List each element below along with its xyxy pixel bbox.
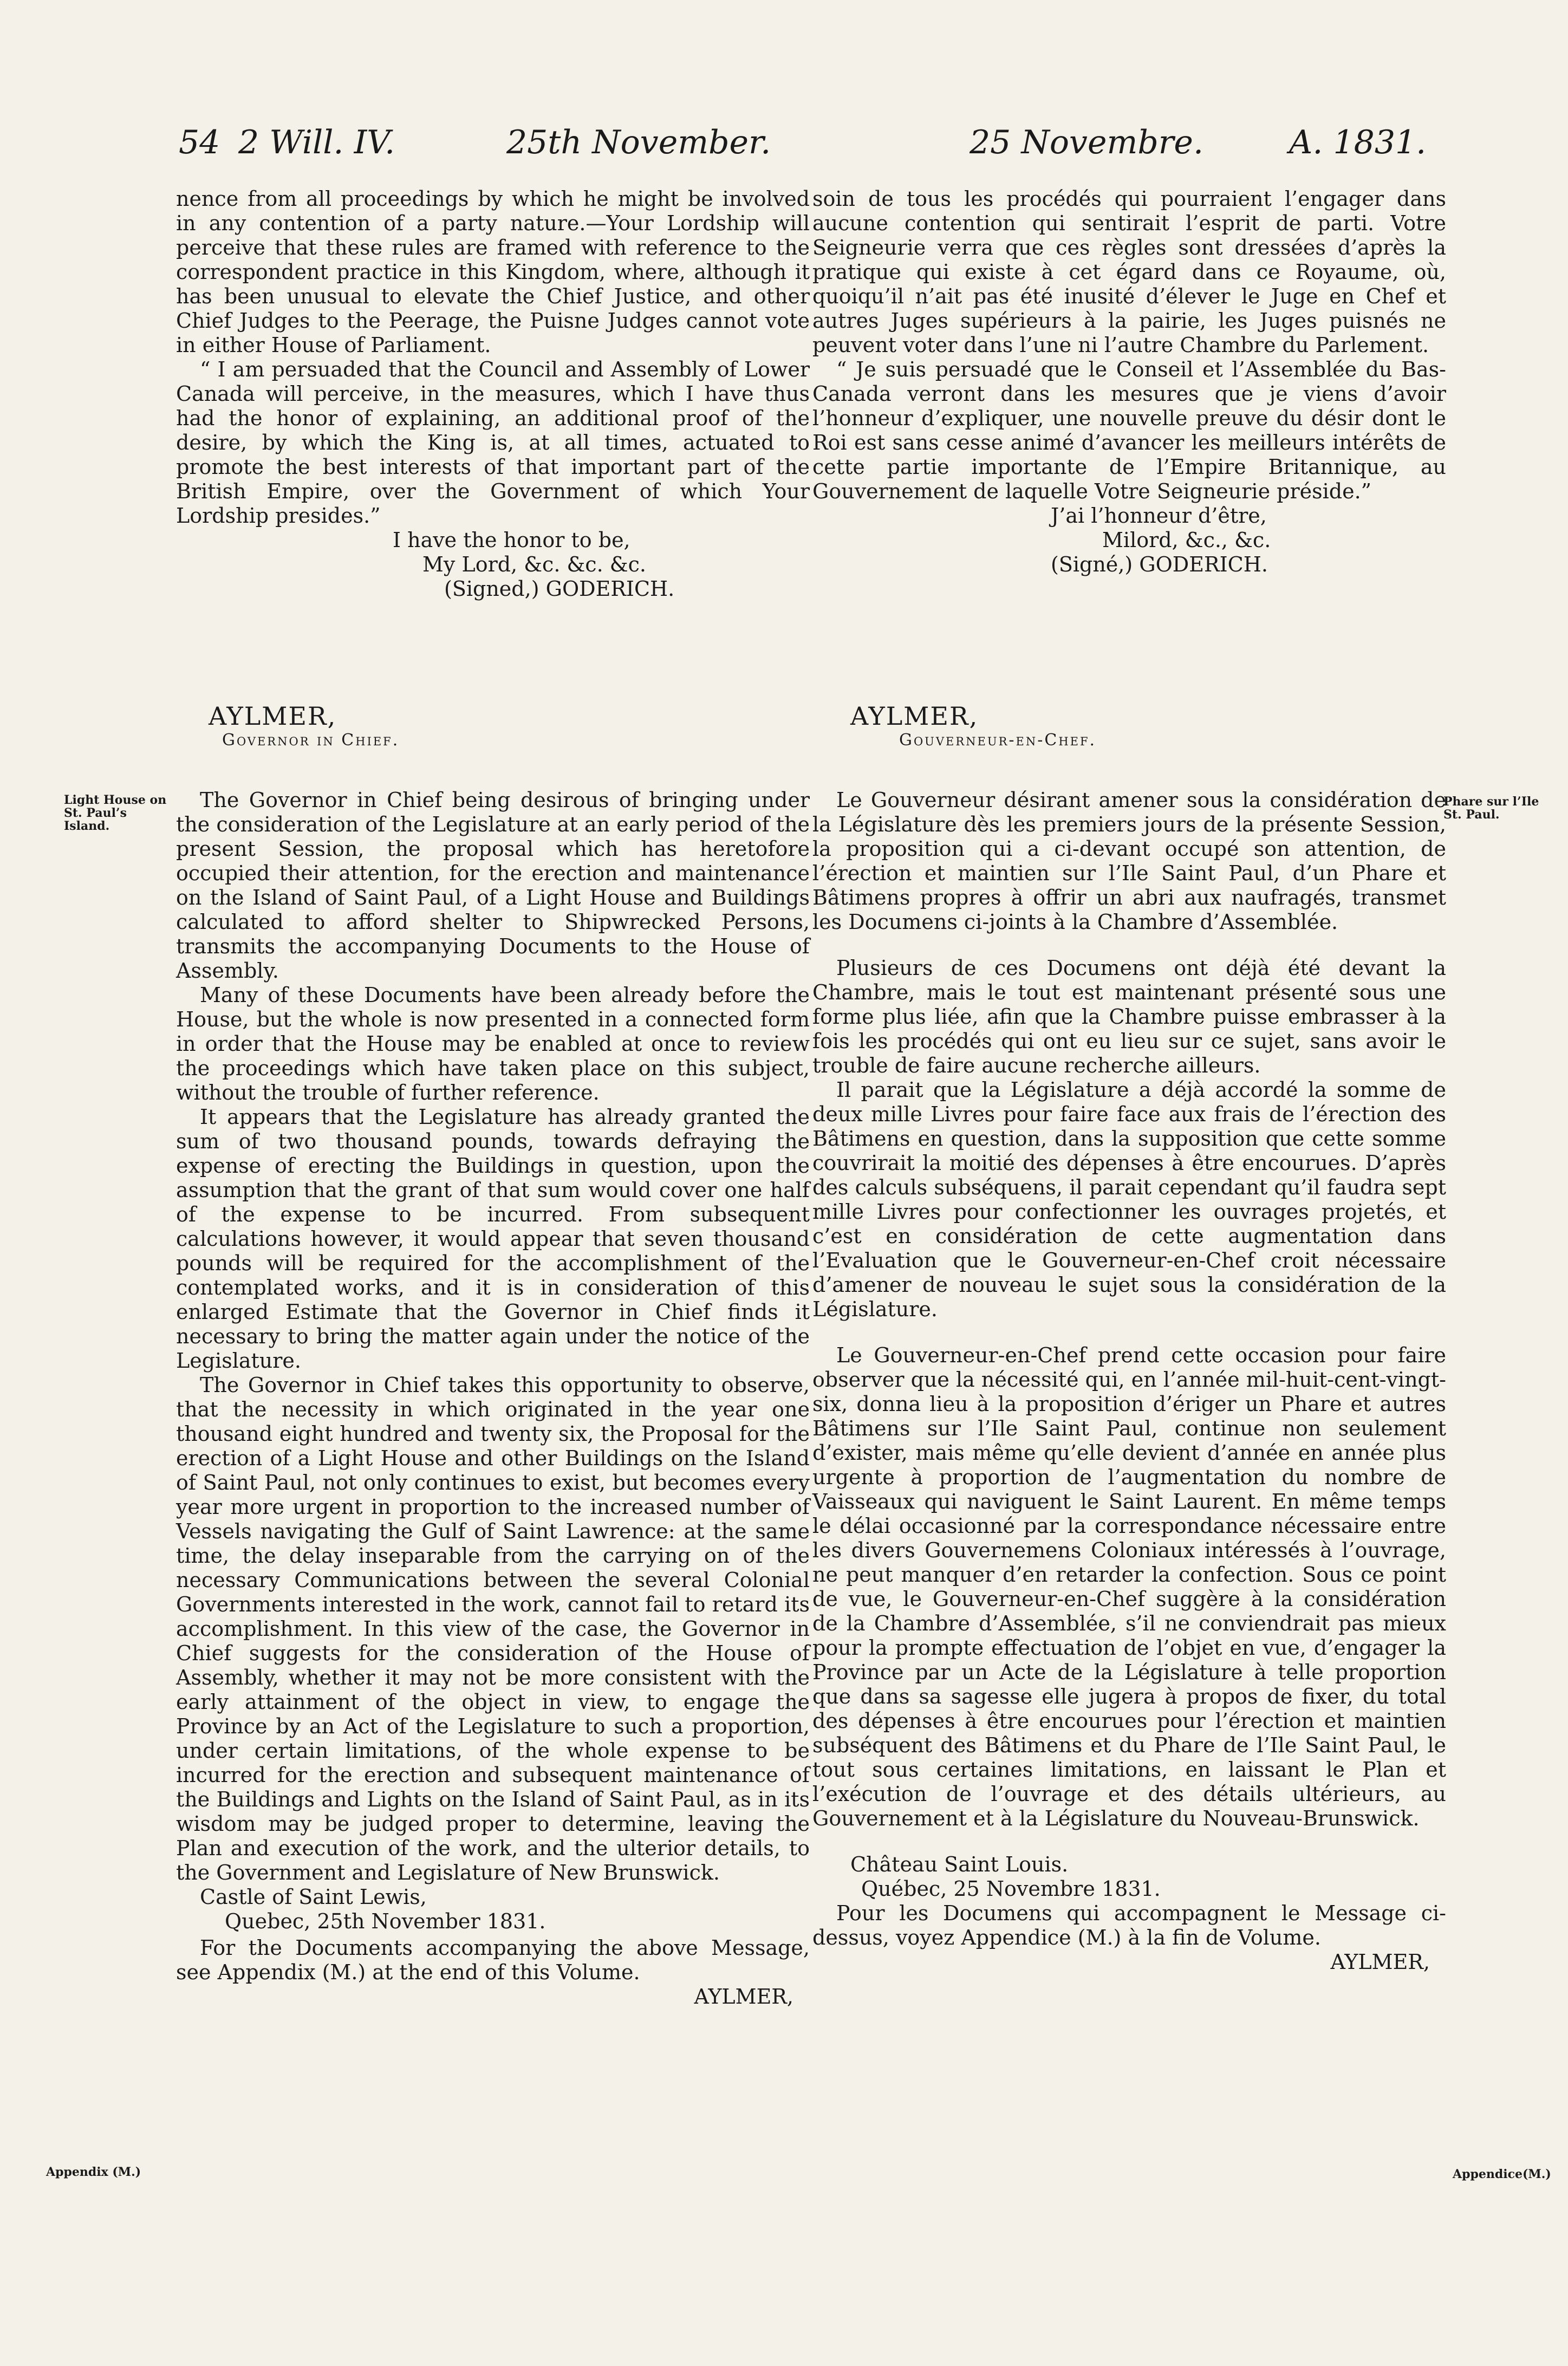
appendix-note: For the Documents accompanying the above Message, see Appendix (M.) at the end of this Volume.	[176, 1936, 810, 1984]
margin-note-appendix-en: Appendix (M.)	[46, 2165, 141, 2179]
paragraph: The Governor in Chief takes this opportunity to observe, that the necessity in which originated in the year one thousand eight hundred and twenty six, the Proposal for the erection of a Light House and other Buildings on the Island of Saint Paul, not only continues to exist, but becomes every year more urgent in proportion to the increased number of Vessels navigating the Gulf of Saint Lawrence: at the same time, the delay inseparable from the carrying on of the necessary Communications between the several Colonial Governments interested in the work, cannot fail to retard its accomplishment. In this view of the case, the Governor in Chief suggests for the consideration of the House of Assembly, whether it may not be more consistent with the early attainment of the object in view, to engage the Province by an Act of the Legislature to such a proportion, under certain limitations, of the whole expense to be incurred for the erection and subsequent maintenance of the Buildings and Lights on the Island of Saint Paul, as in its wisdom may be judged proper to determine, leaving the Plan and execution of the work, and the ulterior details, to the Government and Legislature of New Brunswick.	[176, 1373, 810, 1884]
letter-french	[812, 187, 1446, 577]
date-line: Québec, 25 Novembre 1831.	[861, 1877, 1161, 1901]
paragraph: Le Gouverneur désirant amener sous la considération de la Législature dès les premiers jours de la présente Session, la proposition qui a ci-devant occupé son attention, de l’érection et maintien sur l’Ile Saint Paul, d’un Phare et Bâtimens propres à offrir un abri aux naufragés, transmet les Documens ci-joints à la Chambre d’Assemblée.	[812, 788, 1446, 934]
paragraph: Many of these Documents have been already before the House, but the whole is now presented in a connected form in order that the House may be enabled at once to review the proceedings which have taken place on this subject, without the trouble of further reference.	[176, 983, 810, 1104]
signature-goderich-fr: (Signé,) GODERICH.	[1051, 552, 1268, 576]
paragraph: nence from all proceedings by which he might be involved in any contention of a party nature.—Your Lordship will perceive that these rules are framed with reference to the correspondent practice in this Kingdom, where, although it has been unusual to elevate the Chief Justice, and other Chief Judges to the Peerage, the Puisne Judges cannot vote in either House of Parliament.	[176, 187, 810, 357]
closing-en: I have the honor to be, My Lord, &c. &c. &c. (Signed,) GODERICH.	[176, 528, 810, 601]
header-date-fr: 25 Novembre.	[970, 123, 1204, 161]
paragraph: “ I am persuaded that the Council and Assembly of Lower Canada will perceive, in the measures, which I have thus had the honor of explaining, an additional proof of the desire, by which the King is, at all times, actuated to promote the best interests of that important part of the British Empire, over the Government of which Your Lordship presides.”	[176, 358, 810, 528]
place-line: Castle of Saint Lewis,	[200, 1885, 427, 1909]
header-date-en: 25th November.	[506, 123, 771, 161]
margin-note-appendix-fr: Appendice(M.)	[1453, 2167, 1551, 2181]
paragraph: The Governor in Chief being desirous of bringing under the consideration of the Legislature at an early period of the present Session, the proposal which has heretofore occupied their attention, for the erection and maintenance on the Island of Saint Paul, of a Light House and Buildings calculated to afford shelter to Shipwrecked Persons, transmits the accompanying Documents to the House of Assembly.	[176, 788, 810, 983]
margin-note-lighthouse-en: Light House on St. Paul’s Island.	[64, 793, 167, 833]
governor-heading-en: AYLMER, Governor in Chief.	[209, 701, 400, 750]
governor-heading-fr: AYLMER, Gouverneur-en-Chef.	[850, 701, 1097, 750]
margin-note-lighthouse-fr: Phare sur l’Ile St. Paul.	[1443, 795, 1539, 822]
signature-aylmer-en: AYLMER,	[694, 1985, 793, 2008]
signature-aylmer-fr: AYLMER,	[1330, 1950, 1430, 1974]
paragraph: It appears that the Legislature has already granted the sum of two thousand pounds, towards defraying the expense of erecting the Buildings in question, upon the assumption that the grant of that sum would cover one half of the expense to be incurred. From subsequent calculations however, it would appear that seven thousand pounds will be required for the accomplishment of the contemplated works, and it is in consideration of this enlarged Estimate that the Governor in Chief finds it necessary to bring the matter again under the notice of the Legislature.	[176, 1105, 810, 1373]
message-english	[176, 788, 810, 2009]
header-year: A. 1831.	[1289, 123, 1427, 161]
paragraph: Le Gouverneur-en-Chef prend cette occasion pour faire observer que la nécessité qui, en l’année mil-huit-cent-vingt-six, donna lieu à la proposition d’ériger un Phare et autres Bâtimens sur l’Ile Saint Paul, continue non seulement d’exister, mais même qu’elle devient d’année en année plus urgente à proportion de l’augmentation du nombre de Vaisseaux qui naviguent le Saint Laurent. En même temps le délai occasionné par la correspondance nécessaire entre les divers Gouvernemens Coloniaux intéressés à l’ouvrage, ne peut manquer d’en retarder la confection. Sous ce point de vue, le Gouverneur-en-Chef suggère à la considération de la Chambre d’Assemblée, s’il ne conviendrait pas mieux pour la prompte effectuation de l’objet en vue, d’engager la Province par un Acte de la Législature à telle proportion que dans sa sagesse elle jugera à propos de fixer, du total des dépenses à être encourues pour l’érection et maintien subséquent des Bâtimens et du Phare de l’Ile Saint Paul, le tout sous certaines limitations, en laissant le Plan et l’exécution de l’ouvrage et des détails ultérieurs, au Gouvernement et à la Législature du Nouveau-Brunswick.	[812, 1343, 1446, 1830]
closing-fr: J’ai l’honneur d’être, Milord, &c., &c. (Signé,) GODERICH.	[812, 504, 1446, 577]
page-header	[0, 123, 1568, 172]
paragraph: “ Je suis persuadé que le Conseil et l’Assemblée du Bas-Canada verront dans les mesures que je viens d’avoir l’honneur d’expliquer, une nouvelle preuve du désir dont le Roi est sans cesse animé d’avancer les meilleurs intérêts de cette partie importante de l’Empire Britannique, au Gouvernement de laquelle Votre Seigneurie préside.”	[812, 358, 1446, 503]
appendix-note: Pour les Documens qui accompagnent le Message ci-dessus, voyez Appendice (M.) à la fin de Volume.	[812, 1901, 1446, 1949]
page-number: 54	[179, 123, 220, 161]
letter-english	[176, 187, 810, 601]
date-line: Quebec, 25th November 1831.	[225, 1909, 546, 1933]
paragraph: Il parait que la Législature a déjà accordé la somme de deux mille Livres pour faire face aux frais de l’érection des Bâtimens en question, dans la supposition que cette somme couvrirait la moitié des dépenses à être encourues. D’après des calculs subséquens, il parait cependant qu’il faudra sept mille Livres pour confectionner les ouvrages projetés, et c’est en considération de cette augmentation dans l’Evaluation que le Gouverneur-en-Chef croit nécessaire d’amener de nouveau le sujet sous la considération de la Législature.	[812, 1078, 1446, 1321]
paragraph: soin de tous les procédés qui pourraient l’engager dans aucune contention qui sentirait l’esprit de parti. Votre Seigneurie verra que ces règles sont dressées d’après la pratique qui existe à cet égard dans ce Royaume, où, quoiqu’il n’ait pas été inusité d’élever le Juge en Chef et autres Juges supérieurs à la pairie, les Juges puisnés ne peuvent voter dans l’une ni l’autre Chambre du Parlement.	[812, 187, 1446, 357]
message-french	[812, 788, 1446, 1974]
place-line: Château Saint Louis.	[850, 1852, 1069, 1876]
signature-goderich-en: (Signed,) GODERICH.	[444, 577, 675, 601]
paragraph: Plusieurs de ces Documens ont déjà été devant la Chambre, mais le tout est maintenant présenté sous une forme plus liée, afin que la Chambre puisse embrasser à la fois les procédés qui ont eu lieu sur ce sujet, sans avoir le trouble de faire aucune recherche ailleurs.	[812, 956, 1446, 1077]
regnal-year: 2 Will. IV.	[238, 123, 395, 161]
